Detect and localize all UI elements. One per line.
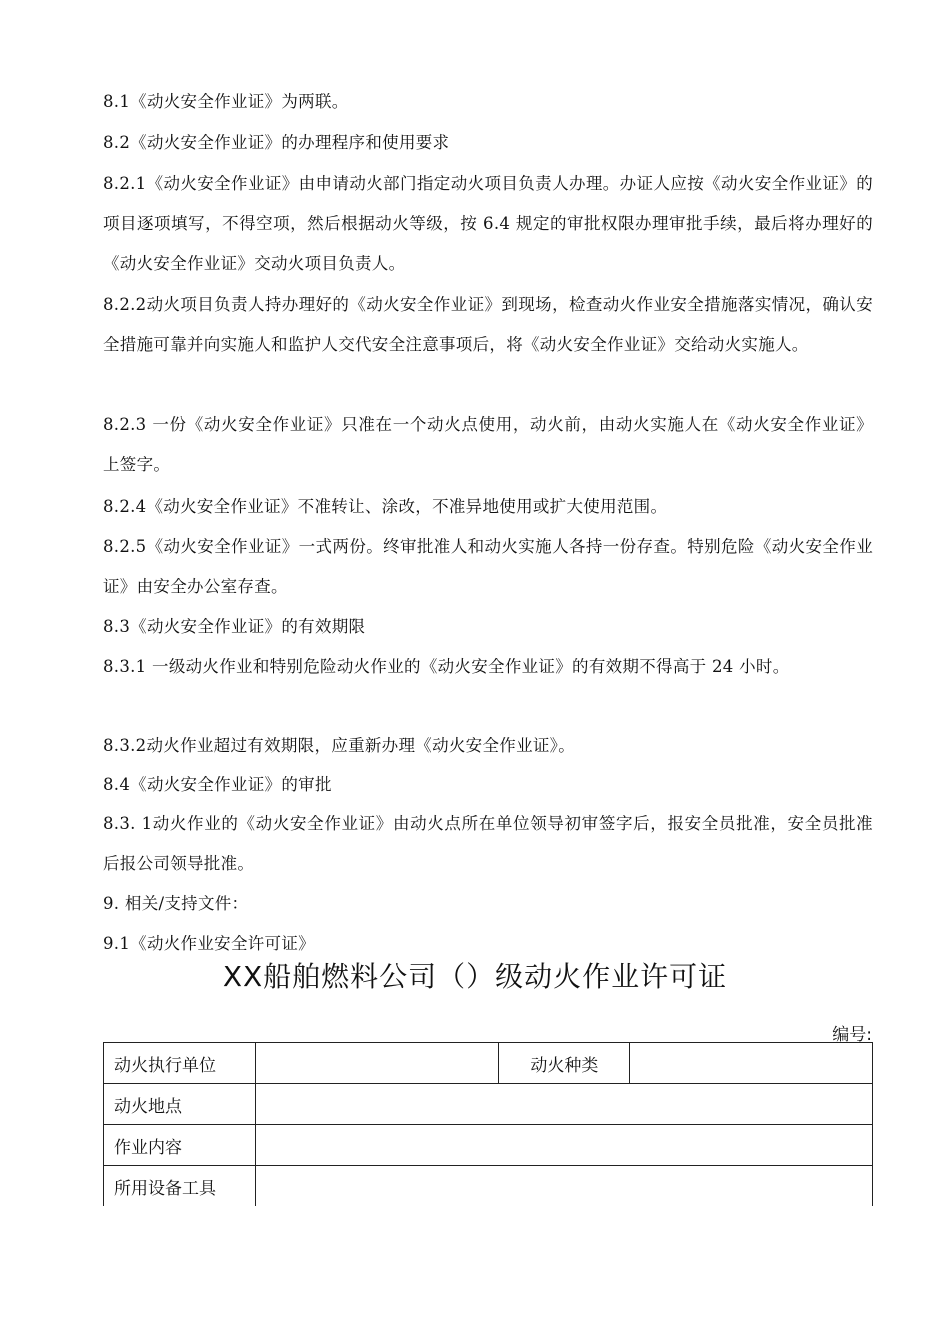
paragraph-8-3: 8.3《动火安全作业证》的有效期限 [103, 617, 366, 636]
location-value-cell[interactable] [255, 1084, 872, 1125]
paragraph-8-2: 8.2《动火安全作业证》的办理程序和使用要求 [103, 133, 450, 152]
paragraph-8-3-2: 8.3.2动火作业超过有效期限，应重新办理《动火安全作业证》。 [103, 736, 576, 755]
type-label-cell: 动火种类 [499, 1043, 630, 1084]
paragraph-9: 9. 相关/支持文件： [103, 894, 249, 913]
paragraph-8-3-1: 8.3.1 一级动火作业和特别危险动火作业的《动火安全作业证》的有效期不得高于 24 小时。 [103, 657, 790, 676]
table-row [104, 1166, 873, 1207]
serial-number-label: 编号: [832, 1025, 872, 1045]
paragraph-8-4: 8.4《动火安全作业证》的审批 [103, 775, 332, 794]
permit-title: XX船舶燃料公司（）级动火作业许可证 [222, 960, 728, 993]
table-row [104, 1084, 873, 1125]
tools-value-cell[interactable] [255, 1166, 872, 1207]
table-row [104, 1043, 873, 1084]
content-label-cell: 作业内容 [104, 1125, 256, 1166]
paragraph-8-2-2: 8.2.2动火项目负责人持办理好的《动火安全作业证》到现场，检查动火作业安全措施落实情况，确认安全措施可靠并向实施人和监护人交代安全注意事项后，将《动火安全作业证》交给动火实施人。 [103, 295, 873, 354]
unit-value-cell[interactable] [255, 1043, 499, 1084]
paragraph-9-1: 9.1《动火作业安全许可证》 [103, 934, 315, 953]
content-value-cell[interactable] [255, 1125, 872, 1166]
paragraph-8-4-1: 8.3. 1动火作业的《动火安全作业证》由动火点所在单位领导初审签字后，报安全员批准，安全员批准后报公司领导批准。 [103, 814, 873, 873]
unit-label-cell: 动火执行单位 [104, 1043, 256, 1084]
paragraph-8-2-3: 8.2.3 一份《动火安全作业证》只准在一个动火点使用，动火前，由动火实施人在《动火安全作业证》上签字。 [103, 415, 873, 474]
paragraph-8-2-4: 8.2.4《动火安全作业证》不准转让、涂改，不准异地使用或扩大使用范围。 [103, 497, 668, 516]
permit-form-table [103, 1042, 873, 1206]
table-row [104, 1125, 873, 1166]
paragraph-8-1: 8.1《动火安全作业证》为两联。 [103, 92, 349, 111]
type-value-cell[interactable] [630, 1043, 873, 1084]
paragraph-8-2-5: 8.2.5《动火安全作业证》一式两份。终审批准人和动火实施人各持一份存查。特别危险《动火安全作业证》由安全办公室存查。 [103, 537, 873, 596]
paragraph-8-2-1: 8.2.1《动火安全作业证》由申请动火部门指定动火项目负责人办理。办证人应按《动火安全作业证》的项目逐项填写，不得空项，然后根据动火等级，按 6.4 规定的审批权限办理审批手续，最后将办理好的《动火安全作业证》交动火项目负责人。 [103, 174, 873, 273]
location-label-cell: 动火地点 [104, 1084, 256, 1125]
tools-label-cell: 所用设备工具 [104, 1166, 256, 1207]
